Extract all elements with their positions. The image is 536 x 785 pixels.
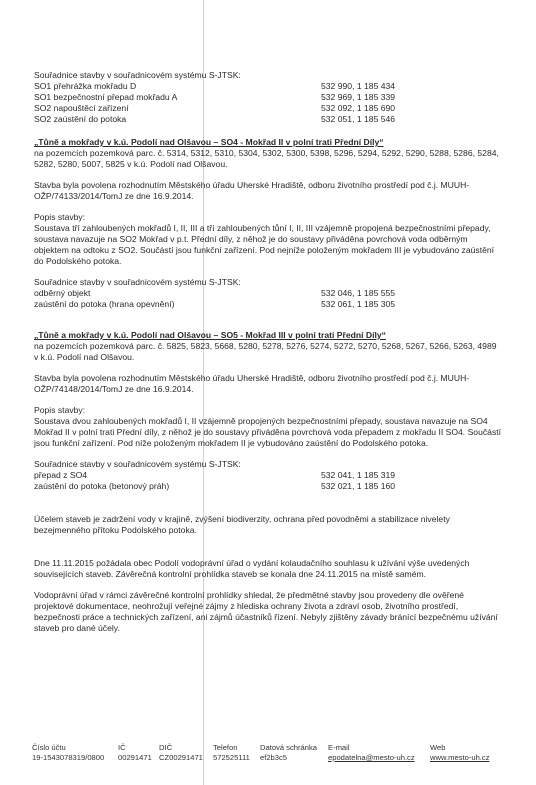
coordinate-label: SO2 napouštěcí zařízení [34,103,129,113]
coordinate-row [34,81,502,92]
coordinate-row [34,114,502,125]
footer-dic [159,743,203,763]
so5-heading: „Tůně a mokřady v k.ú. Podolí nad Olšavou – SO5 - Mokřad III v polní trati Přední Díly“ [34,330,386,340]
so4-description-label: Popis stavby: [34,212,86,222]
document-body [34,70,502,634]
footer-ic [118,743,152,763]
coordinate-value: 532 061, 1 185 305 [321,299,396,309]
coordinate-row [34,103,502,114]
footer-label: DIČ [159,743,173,752]
application-paragraph: Dne 11.11.2015 požádala obec Podolí vodoprávní úřad o vydání kolaudačního souhlasu k užívání výše uvedených souvisejících staveb. Závěrečná kontrolní prohlídka staveb se konala dne 24.11.2015 na místě samém. [34,558,470,579]
footer-value: 572525111 [213,753,250,762]
purpose-paragraph: Účelem staveb je zadržení vody v krajině, zvýšení biodiverzity, ochrana před povodněmi a stabilizace nivelety bezejmenného přítoku Podolského potoka. [34,514,450,535]
intro-coordinates [34,70,502,125]
footer-value: 19-1543078319/0800 [32,753,105,762]
footer-web [430,743,490,763]
coordinate-value: 532 051, 1 185 546 [321,114,396,124]
footer-label: IČ [118,743,126,752]
coordinate-row [34,481,502,492]
coordinate-label: zaústění do potoka (hrana opevnění) [34,299,175,309]
footer-label: Datová schránka [260,743,317,752]
footer-databox [260,743,317,763]
email-link[interactable]: epodatelna@mesto-uh.cz [328,753,415,762]
so4-coordinates-title: Souřadnice stavby v souřadnicovém systému S-JTSK: [34,277,241,287]
so5-parcels: na pozemcích pozemková parc. č. 5825, 5823, 5668, 5280, 5278, 5276, 5274, 5272, 5270, 5268, 5267, 5266, 5263, 4989 v k.ú. Podolí nad Olšavou. [34,341,497,362]
coordinate-value: 532 969, 1 185 339 [321,92,396,102]
coordinate-label: zaústění do potoka (betonový práh) [34,481,170,491]
coordinate-value: 532 990, 1 185 434 [321,81,396,91]
footer-label: Telefon [213,743,238,752]
so5-permit: Stavba byla povolena rozhodnutím Městského úřadu Uherské Hradiště, odboru životního prostředí pod č.j. MUUH-OŽP/74148/2014/TomJ ze dne 16.9.2014. [34,373,470,394]
so4-parcels: na pozemcích pozemková parc. č. 5314, 5312, 5310, 5304, 5302, 5300, 5398, 5296, 5294, 5292, 5290, 5288, 5286, 5284, 5282, 5280, 5007, 5825 v k.ú. Podolí nad Olšavou. [34,148,499,169]
coordinate-label: SO1 bezpečnostní přepad mokřadu A [34,92,178,102]
coordinate-label: odběrný objekt [34,288,91,298]
footer-value: ef2b3c5 [260,753,288,762]
coordinate-label: SO2 zaústění do potoka [34,114,127,124]
footer-value: 00291471 [118,753,152,762]
so5-description-label: Popis stavby: [34,405,86,415]
coordinate-value: 532 046, 1 185 555 [321,288,396,298]
footer-account [32,743,104,763]
so4-description: Soustava tří zahloubených mokřadů I, II, III a tří zahloubených tůní I, II, III vzájemně propojená bezpečnostními přepady, soustava navazuje na SO2 Mokřad v p.t. Přední díly, z něhož je do soustavy přiváděna povrchová voda odběrným objektem na odtoku z SO2. Součástí jsou funkční zařízení. Pod nejníže položeným mokřadem III je vybudováno zaústění do Podolského potoka. [34,223,495,266]
coordinate-value: 532 092, 1 185 690 [321,103,396,113]
so5-description: Soustava dvou zahloubených mokřadů I, II vzájemně propojených bezpečnostními přepady, soustava navazuje na SO4 Mokřad II v polní trati Přední díly, z něhož je do soustavy přiváděna povrchová voda přepadem z mokřadu II SO4. Součástí jsou funkční zařízení. Pod níže položeným mokřadem II je vybudováno zaústění do Podolského potoka. [34,416,502,448]
conclusion-paragraph: Vodoprávní úřad v rámci závěrečné kontrolní prohlídky shledal, že předmětné stavby jsou provedeny dle ověřené projektové dokumentace, neohrožují veřejné zájmy z hlediska ochrany života a zdraví osob, životního prostředí, bezpečnosti práce a technických zařízení, ani zájmů účastníků řízení. Nebyly zjištěny závady bránící bezpečnému užívání staveb pro dané účely. [34,590,498,633]
so5-coordinates-title: Souřadnice stavby v souřadnicovém systému S-JTSK: [34,459,241,469]
coordinate-label: přepad z SO4 [34,470,88,480]
so4-permit: Stavba byla povolena rozhodnutím Městského úřadu Uherské Hradiště, odboru životního prostředí pod č.j. MUUH-OŽP/74133/2014/TomJ ze dne 16.9.2014. [34,180,470,201]
footer-label: Web [430,743,446,752]
coordinate-row [34,470,502,481]
coordinate-value: 532 041, 1 185 319 [321,470,396,480]
footer-label: Číslo účtu [32,743,66,752]
coordinates-title: Souřadnice stavby v souřadnicovém systému S-JTSK: [34,70,241,80]
coordinate-label: SO1 přehrážka mokřadu D [34,81,137,91]
footer-label: E-mail [328,743,350,752]
footer-phone [213,743,250,763]
coordinate-value: 532 021, 1 185 160 [321,481,396,491]
so4-heading: „Tůně a mokřady v k.ú. Podolí nad Olšavou – SO4 - Mokřad II v polní trati Přední Díly“ [34,137,384,147]
coordinate-row [34,92,502,103]
web-link[interactable]: www.mesto-uh.cz [430,753,490,762]
footer-value: CZ00291471 [159,753,203,762]
coordinate-row [34,288,502,299]
coordinate-row [34,299,502,310]
footer-email [328,743,415,763]
